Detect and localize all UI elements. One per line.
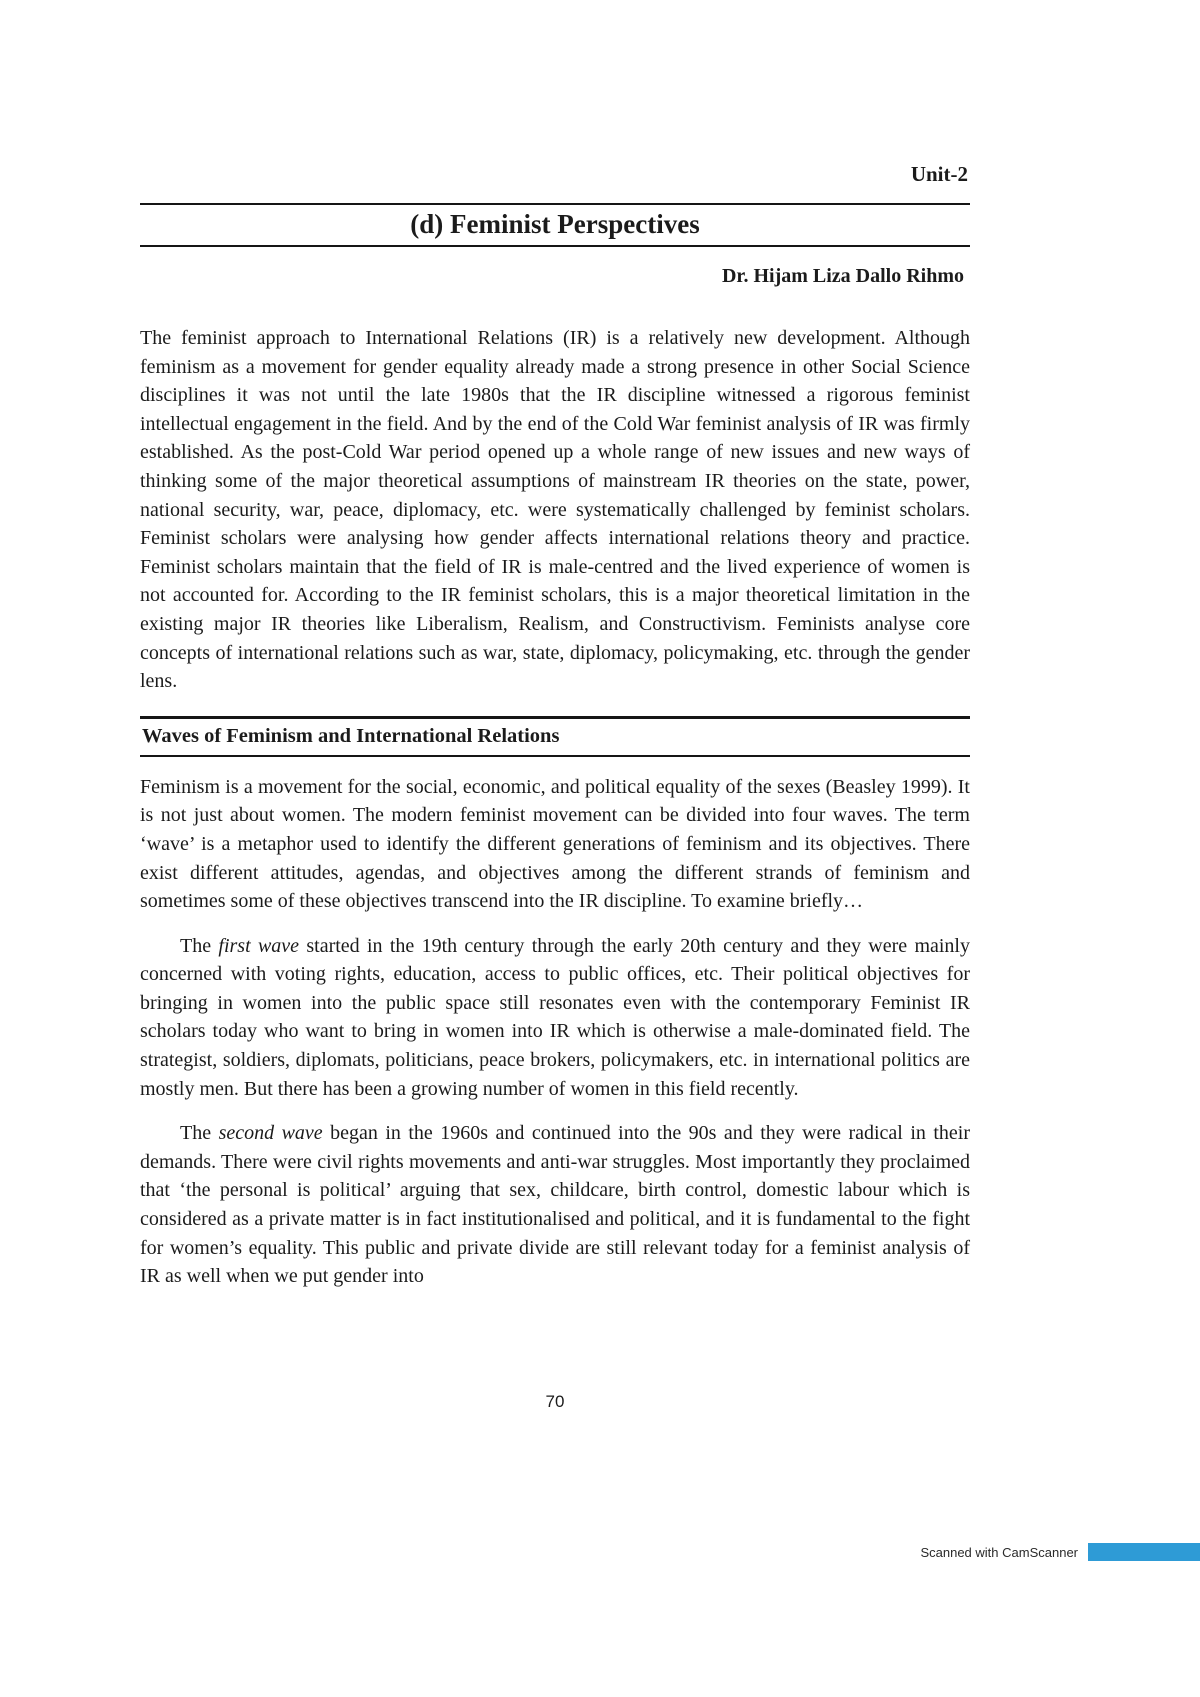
page-title: (d) Feminist Perspectives	[410, 209, 700, 239]
first-wave-paragraph	[140, 932, 970, 1104]
second-wave-lead: The	[180, 1122, 219, 1145]
second-wave-paragraph	[140, 1119, 970, 1291]
intro-paragraph: The feminist approach to International Relations (IR) is a relatively new development. Although feminism as a movement for gender equality already made a strong presence in other Social Science disciplines it was not until the late 1980s that the IR discipline witnessed a rigorous feminist intellectual engagement in the field. And by the end of the Cold War feminist analysis of IR was firmly established. As the post-Cold War period opened up a whole range of new issues and new ways of thinking some of the major theoretical assumptions of mainstream IR theories on the state, power, national security, war, peace, diplomacy, etc. were systematically challenged by feminist scholars. Feminist scholars were analysing how gender affects international relations theory and practice. Feminist scholars maintain that the field of IR is male-centred and the lived experience of women is not accounted for. According to the IR feminist scholars, this is a major theoretical limitation in the existing major IR theories like Liberalism, Realism, and Constructivism. Feminists analyse core concepts of international relations such as war, state, diplomacy, policymaking, etc. through the gender lens.	[140, 327, 970, 693]
second-wave-emphasis: second wave	[218, 1122, 323, 1145]
page-number: 70	[545, 1392, 565, 1411]
header-rule-bottom	[140, 245, 970, 247]
camscanner-label: Scanned with CamScanner	[920, 1544, 1078, 1560]
first-wave-body: started in the 19th century through the early 20th century and they were mainly concerned with voting rights, education, access to public offices, etc. Their political objectives for bringing in women into the public space still resonates even with the contemporary Feminist IR scholars today who want to bring in women into IR which is otherwise a male-dominated field. The strategist, soldiers, diplomats, politicians, peace brokers, policymakers, etc. in international politics are mostly men. But there has been a growing number of women in this field recently.	[140, 934, 970, 1100]
waves-intro-paragraph: Feminism is a movement for the social, economic, and political equality of the sexes (Beasley 1999). It is not just about women. The modern feminist movement can be divided into four waves. The term ‘wave’ is a metaphor used to identify the different generations of feminism and its objectives. There exist different attitudes, agendas, and objectives among the different strands of feminism and sometimes some of these objectives transcend into the IR discipline. To examine briefly…	[140, 775, 970, 913]
header-rule-top	[140, 203, 970, 205]
first-wave-emphasis: first wave	[218, 934, 300, 957]
second-wave-body: began in the 1960s and continued into the 90s and they were radical in their demands. There were civil rights movements and anti-war struggles. Most importantly they proclaimed that ‘the personal is political’ arguing that sex, childcare, birth control, domestic labour which is considered as a private matter is in fact institutionalised and political, and it is fundamental to the fight for women’s equality. This public and private divide are still relevant today for a feminist analysis of IR as well when we put gender into	[140, 1122, 971, 1288]
unit-label: Unit-2	[910, 162, 968, 186]
section-heading-block	[140, 716, 970, 757]
camscanner-logo-bar	[1088, 1543, 1200, 1561]
author-byline: Dr. Hijam Liza Dallo Rihmo	[721, 265, 964, 287]
camscanner-footer	[920, 1543, 1200, 1561]
section-heading: Waves of Feminism and International Relations	[142, 724, 560, 747]
page-content	[140, 162, 970, 1291]
first-wave-lead: The	[180, 934, 219, 957]
